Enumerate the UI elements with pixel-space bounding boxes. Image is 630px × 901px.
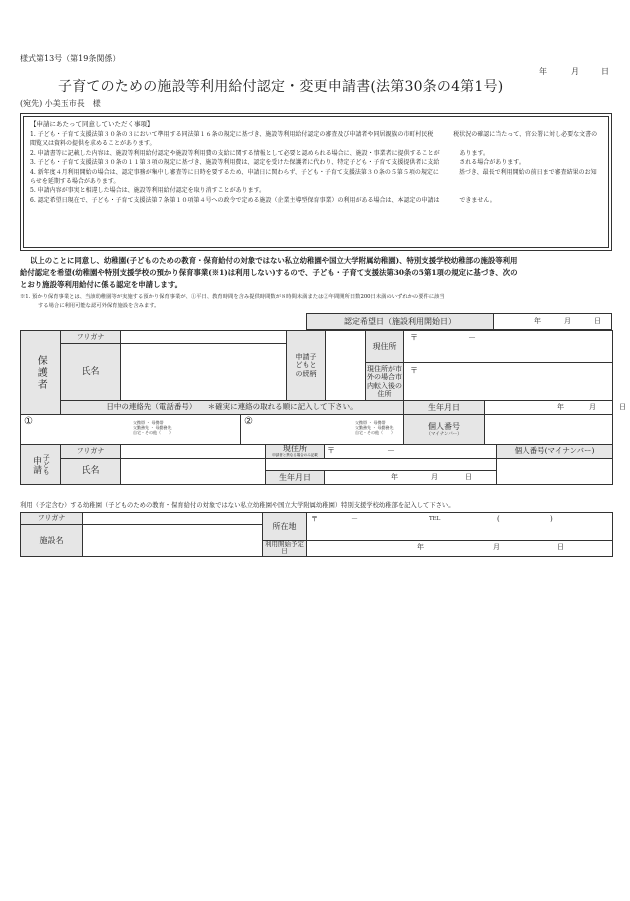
notice-item: 5. 申請内容が事実と相違した場合は、施設等利用給付認定を取り消すことがあります。 (30, 187, 266, 195)
addressee: (宛先) 小美玉市長 様 (20, 99, 101, 108)
birth-year: 年 (557, 403, 565, 411)
relation-field[interactable] (326, 331, 366, 401)
desired-date-label: 認定希望日（施設利用開始日） (307, 314, 494, 330)
postal-dash: － (387, 446, 395, 455)
facility-name-field[interactable] (83, 525, 263, 557)
child-birth-day: 日 (465, 473, 472, 481)
birth-day: 日 (619, 403, 627, 411)
child-name-field[interactable] (121, 459, 266, 485)
footnote-line-1: ※1. 預かり保育事業とは、当該幼稚園等が実施する預かり保育事業が、①平日、教育時間を含み提供時間数が８時間未満または②年間開所日数200日未満のいずれかの要件に該当 (20, 294, 445, 300)
postal-mark: 〒 (410, 366, 419, 375)
notice-box (20, 113, 612, 251)
child-name-label: 氏名 (61, 459, 121, 485)
desired-year: 年 (534, 317, 541, 325)
guardian-name-label: 氏名 (61, 344, 121, 401)
form-number: 様式第13号（第19条関係） (20, 54, 121, 63)
notice-item: 6. 認定希望日現在で、子ども・子育て支援法第７条第１０項第４号への政令で定める施設（企業主導型保育事業）の利用がある場合は、本認定の申請は できません。 (30, 196, 496, 204)
daytime-contact-header: 日中の連絡先（電話番号） ＊確実に連絡の取れる順に記入して下さい。 (61, 401, 404, 415)
birth-month: 月 (589, 403, 597, 411)
relation-label: 申請子どもとの続柄 (287, 331, 326, 401)
desired-month: 月 (564, 317, 571, 325)
child-birth-month: 月 (431, 473, 438, 481)
start-year: 年 (417, 543, 424, 551)
facility-furigana-label: フリガナ (21, 513, 83, 525)
facility-furigana-field[interactable] (83, 513, 263, 525)
guardian-birthdate-label: 生年月日 (404, 401, 485, 415)
contact-1-marker: ① (24, 416, 33, 427)
guardian-section-label: 保護者 (21, 331, 61, 415)
start-date-label: 利用開始予定日 (263, 541, 307, 557)
desired-day: 日 (594, 317, 601, 325)
tel-label: TEL (429, 516, 441, 522)
postal-mark: 〒 (410, 333, 419, 342)
child-my-number-label: 個人番号(マイナンバー) (497, 445, 613, 459)
postal-mark: 〒 (327, 446, 335, 455)
notice-list (30, 130, 602, 205)
facility-table (20, 512, 613, 557)
notice-item: 1. 子ども・子育て支援法第３０条の３において準用する同法第１６条の規定に基づき、施設等利用給付認定の審査及び申請者や同居親族の市町村民税 税状況の確認に当たって、官公署に対し必要な文書の閲覧又は資料の提供を求めることがあります。 (30, 131, 598, 148)
guardian-furigana-field[interactable] (121, 331, 287, 344)
notice-heading: 【申請にあたって同意していただく事項】 (30, 120, 154, 128)
page-title: 子育てのための施設等利用給付認定・変更申請書(法第30条の4第1号) (58, 79, 504, 95)
postal-dash: － (468, 333, 477, 342)
out-of-city-label: 現住所が市外の場合市内転入後の住所 (366, 363, 404, 401)
facility-location-field[interactable] (307, 513, 613, 541)
tel-paren-open: ( (497, 515, 500, 523)
start-month: 月 (493, 543, 500, 551)
facility-name-label: 施設名 (21, 525, 83, 557)
guardian-my-number-field[interactable] (485, 415, 613, 445)
postal-dash: － (351, 515, 358, 523)
child-birthdate-label: 生年月日 (266, 471, 325, 485)
guardian-name-field[interactable] (121, 344, 287, 401)
date-day: 日 (601, 67, 609, 76)
contact-1-kind: 父携帯 ・ 母携帯 父勤務先 ・ 母勤務先 自宅・その他（ ） (133, 420, 173, 435)
footnote-line-2: する場合に利用可能な認可外保育施設を含みます。 (38, 303, 160, 309)
child-section-label: 申請 子ども (21, 445, 61, 485)
facility-location-label: 所在地 (263, 513, 307, 541)
child-address-label: 現住所 申請者と異なる場合のみ記載 (266, 445, 325, 459)
child-birthdate-field[interactable] (325, 471, 497, 485)
start-date-field[interactable] (307, 541, 613, 557)
contact-2-kind: 父携帯 ・ 母携帯 父勤務先 ・ 母勤務先 自宅・その他（ ） (355, 420, 395, 435)
guardian-address-label: 現住所 (366, 331, 404, 363)
guardian-birthdate-field[interactable] (485, 401, 627, 415)
child-birth-year: 年 (391, 473, 398, 481)
guardian-table (20, 330, 627, 445)
facility-instruction: 利用（予定含む）する幼稚園（子どものための教育・保育給付の対象ではない私立幼稚園や国立大学附属幼稚園）特別支援学校幼稚部を記入して下さい。 (20, 502, 455, 509)
date-year: 年 (539, 67, 547, 76)
guardian-furigana-label: フリガナ (61, 331, 121, 344)
child-address-continued[interactable] (266, 459, 497, 471)
out-of-city-address-field[interactable] (404, 363, 613, 401)
contact-2-marker: ② (244, 416, 253, 427)
postal-mark: 〒 (311, 515, 318, 523)
guardian-address-field[interactable] (404, 331, 613, 363)
notice-item: 2. 申請書等に記載した内容は、施設等利用給付認定や施設等利用費の支給に関する情報として必要と認められる場合に、施設・事業者に提供することが あります。 (30, 149, 490, 157)
desired-date-table (306, 313, 612, 330)
child-furigana-field[interactable] (121, 445, 266, 459)
child-address-field[interactable] (325, 445, 497, 459)
notice-item: 3. 子ども・子育て支援法第３０条の１１第３項の規定に基づき、施設等利用費は、認定を受けた保護者に代わり、特定子ども・子育て支援提供者に支給 される場合があります。 (30, 159, 525, 167)
consent-line-1: 以上のことに同意し、幼稚園(子どものための教育・保育給付の対象ではない私立幼稚園や国立大学附属幼稚園)、特別支援学校幼稚部の施設等利用 (30, 256, 518, 265)
desired-date-field[interactable] (494, 314, 612, 330)
tel-paren-close: ) (550, 515, 553, 523)
consent-line-2: 給付認定を希望(幼稚園や特別支援学校の預かり保育事業(※1)は利用しない)するので、子ども・子育て支援法第30条の5第1項の規定に基づき、次の (20, 268, 518, 277)
child-table (20, 444, 613, 485)
contact-2-field[interactable] (241, 415, 404, 445)
contact-1-field[interactable] (21, 415, 241, 445)
notice-item: 4. 新年度４月利用開始の場合は、認定事務が集中し審査等に日時を要するため、申請日に関わらず、子ども・子育て支援法第３０条の５第５項の規定に 基づき、最長で利用開始の前日まで審査結果のお知らせを延期する場合があります。 (30, 168, 597, 186)
child-furigana-label: フリガナ (61, 445, 121, 459)
date-month: 月 (571, 67, 579, 76)
start-day: 日 (557, 543, 564, 551)
guardian-my-number-label: 個人番号 （マイナンバー） (404, 415, 485, 445)
child-my-number-field[interactable] (497, 459, 613, 485)
consent-line-3: とおり施設等利用給付に係る認定を申請します。 (20, 280, 183, 289)
